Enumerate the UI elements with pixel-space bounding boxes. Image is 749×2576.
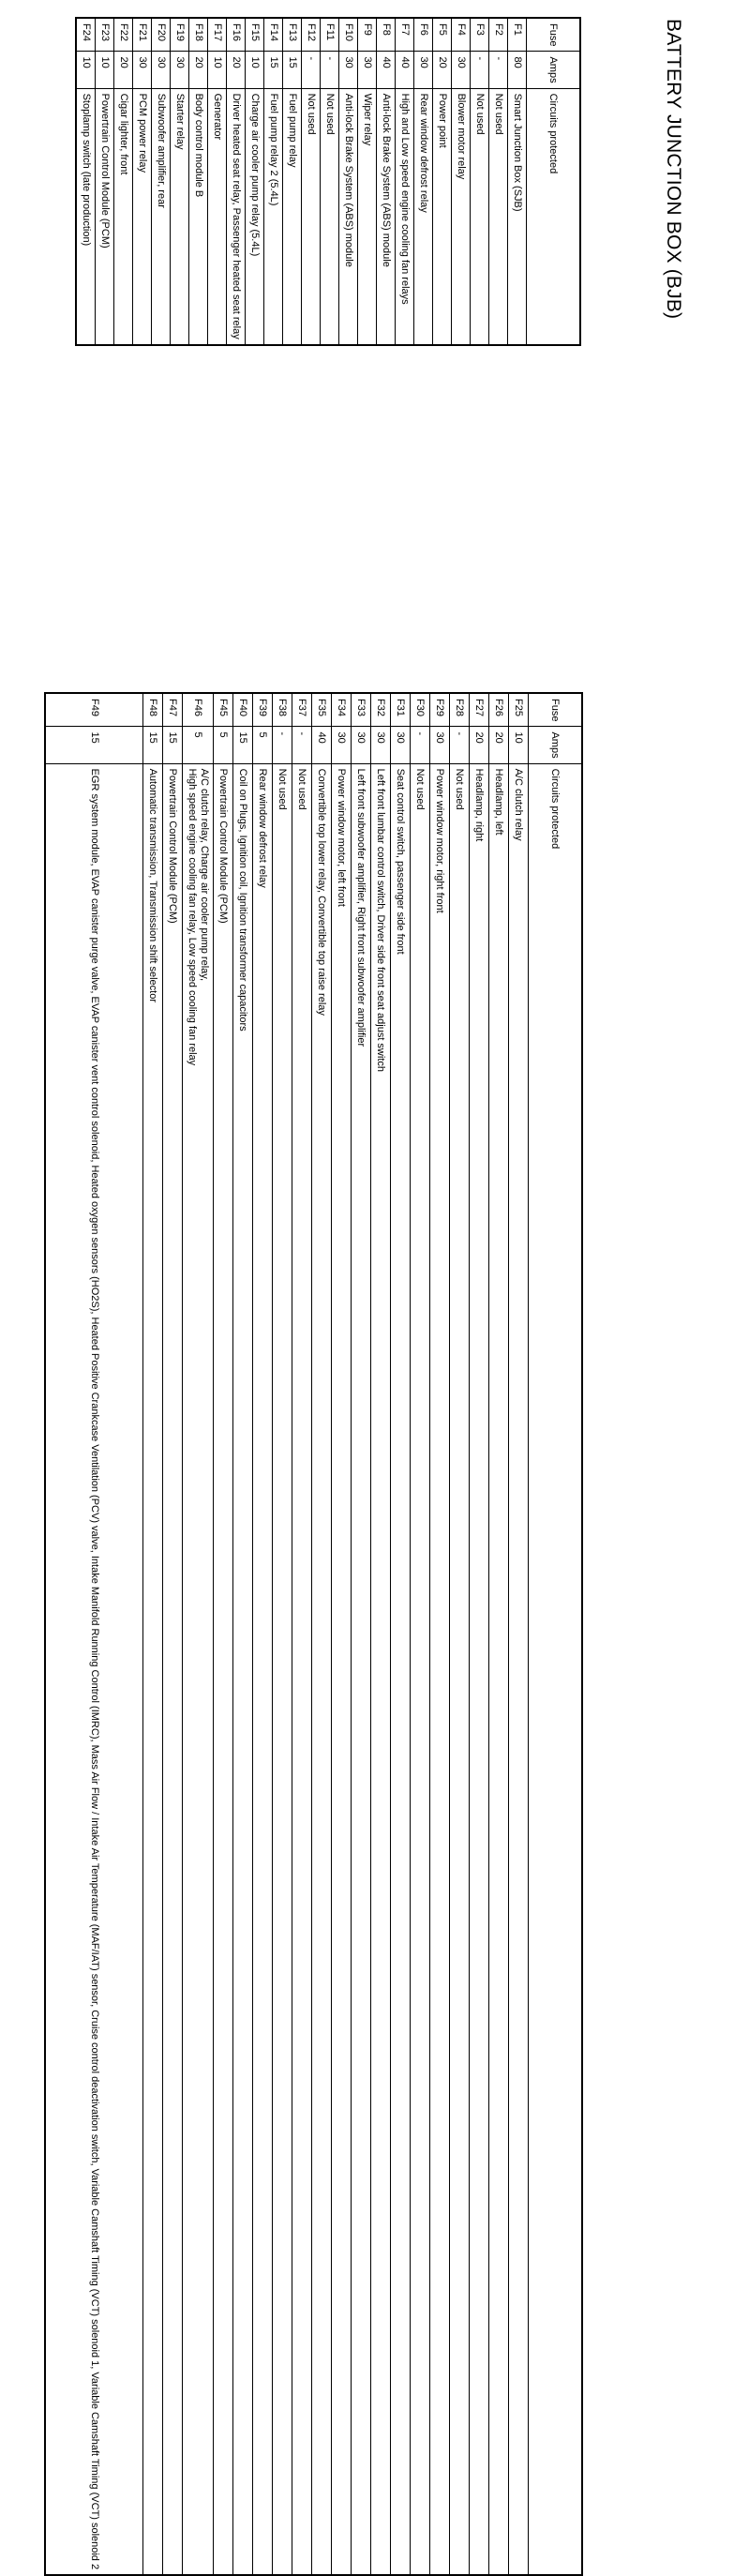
fuse-amps: 15 (233, 727, 253, 763)
fuse-circuits: PCM power relay (133, 88, 152, 345)
fuse-circuits: Powertrain Control Module (PCM) (214, 763, 233, 2575)
table-row (76, 18, 96, 345)
fuse-circuits: Wiper relay (358, 88, 377, 345)
fuse-amps: 20 (189, 52, 208, 88)
fuse-amps: 15 (143, 727, 163, 763)
fuse-circuits: Power window motor, left front (332, 763, 352, 2575)
fuse-circuits: Driver heated seat relay, Passenger heated seat relay (227, 88, 246, 345)
fuse-circuits: Not used (273, 763, 292, 2575)
fuse-amps: 20 (433, 52, 452, 88)
fuse-circuits: Starter relay (171, 88, 189, 345)
fuse-number: F37 (292, 693, 312, 727)
fuse-amps: 5 (183, 727, 214, 763)
fuse-amps: - (273, 727, 292, 763)
fuse-circuits: Not used (292, 763, 312, 2575)
fuse-number: F8 (377, 18, 396, 52)
fuse-amps: 30 (430, 727, 450, 763)
fuse-circuits (183, 763, 214, 2575)
fuse-amps: - (292, 727, 312, 763)
fuse-number: F24 (76, 18, 96, 52)
table-row (283, 18, 302, 345)
table-row (273, 693, 292, 2575)
table-row (433, 18, 452, 345)
fuse-number: F18 (189, 18, 208, 52)
fuse-amps: 20 (114, 52, 133, 88)
table-row (264, 18, 283, 345)
fuse-amps: - (471, 52, 489, 88)
fuse-circuits: Not used (450, 763, 470, 2575)
fuse-amps: 40 (312, 727, 332, 763)
fuse-amps: - (302, 52, 321, 88)
fuse-number: F48 (143, 693, 163, 727)
fuse-table-2 (44, 692, 583, 2576)
fuse-number: F27 (470, 693, 489, 727)
fuse-number: F47 (163, 693, 183, 727)
table-row (396, 18, 414, 345)
fuse-circuits: Anti-lock Brake System (ABS) module (377, 88, 396, 345)
fuse-number: F19 (171, 18, 189, 52)
fuse-amps: 30 (414, 52, 433, 88)
fuse-amps: 30 (339, 52, 358, 88)
circuits-line: High speed engine cooling fan relay, Low speed cooling fan relay (187, 768, 198, 1066)
table-row (321, 18, 339, 345)
fuse-circuits: Powertrain Control Module (PCM) (96, 88, 114, 345)
table-row (96, 18, 114, 345)
fuse-amps: 15 (283, 52, 302, 88)
fuse-circuits: Anti-lock Brake System (ABS) module (339, 88, 358, 345)
fuse-amps: - (489, 52, 508, 88)
fuse-amps: 15 (45, 727, 143, 763)
fuse-amps: 30 (452, 52, 471, 88)
table-row (45, 693, 143, 2575)
table-row (452, 18, 471, 345)
fuse-circuits: Headlamp, right (470, 763, 489, 2575)
table-row (114, 18, 133, 345)
circuits-line: A/C clutch relay, Charge air cooler pump relay, (199, 768, 210, 982)
fuse-amps: 20 (227, 52, 246, 88)
fuse-amps: 10 (76, 52, 96, 88)
header-fuse: Fuse (529, 693, 583, 727)
fuse-number: F12 (302, 18, 321, 52)
page-title: BATTERY JUNCTION BOX (BJB) (663, 19, 684, 320)
table-row (508, 18, 527, 345)
fuse-circuits: Coil on Plugs, Ignition coil, Ignition transformer capacitors (233, 763, 253, 2575)
table-row (233, 693, 253, 2575)
table-row (352, 693, 371, 2575)
fuse-amps: - (321, 52, 339, 88)
fuse-number: F34 (332, 693, 352, 727)
table-row (208, 18, 227, 345)
fuse-number: F5 (433, 18, 452, 52)
fuse-amps: 10 (246, 52, 264, 88)
fuse-table-2-container (44, 692, 583, 2576)
table-row (189, 18, 208, 345)
table-row (227, 18, 246, 345)
fuse-circuits: Not used (411, 763, 430, 2575)
fuse-circuits: Seat control switch, passenger side front (391, 763, 411, 2575)
fuse-number: F14 (264, 18, 283, 52)
header-amps: Amps (527, 52, 581, 88)
fuse-amps: 40 (396, 52, 414, 88)
table-row (414, 18, 433, 345)
fuse-number: F1 (508, 18, 527, 52)
fuse-circuits: Power point (433, 88, 452, 345)
table-row (302, 18, 321, 345)
fuse-amps: 20 (489, 727, 509, 763)
fuse-circuits: Fuel pump relay 2 (5.4L) (264, 88, 283, 345)
table-row (312, 693, 332, 2575)
fuse-number: F15 (246, 18, 264, 52)
fuse-circuits: Not used (302, 88, 321, 345)
fuse-number: F4 (452, 18, 471, 52)
fuse-number: F49 (45, 693, 143, 727)
table-row (133, 18, 152, 345)
fuse-number: F35 (312, 693, 332, 727)
fuse-amps: 10 (208, 52, 227, 88)
fuse-amps: 80 (508, 52, 527, 88)
fuse-number: F40 (233, 693, 253, 727)
fuse-number: F32 (371, 693, 391, 727)
table-row (358, 18, 377, 345)
fuse-amps: 30 (332, 727, 352, 763)
fuse-amps: 30 (358, 52, 377, 88)
fuse-circuits: Rear window defrost relay (253, 763, 273, 2575)
table-row (489, 18, 508, 345)
fuse-amps: 15 (163, 727, 183, 763)
fuse-amps: - (411, 727, 430, 763)
header-fuse: Fuse (527, 18, 581, 52)
fuse-amps: 5 (253, 727, 273, 763)
fuse-amps: 30 (352, 727, 371, 763)
fuse-circuits: Generator (208, 88, 227, 345)
table-row (171, 18, 189, 345)
table-row (411, 693, 430, 2575)
fuse-circuits: Cigar lighter, front (114, 88, 133, 345)
table-row (391, 693, 411, 2575)
fuse-amps: - (450, 727, 470, 763)
table-row (163, 693, 183, 2575)
fuse-circuits: Charge air cooler pump relay (5.4L) (246, 88, 264, 345)
fuse-circuits: Power window motor, right front (430, 763, 450, 2575)
fuse-number: F3 (471, 18, 489, 52)
fuse-circuits: Not used (321, 88, 339, 345)
table-row (253, 693, 273, 2575)
fuse-circuits: Not used (489, 88, 508, 345)
fuse-number: F13 (283, 18, 302, 52)
fuse-number: F10 (339, 18, 358, 52)
table-row (183, 693, 214, 2575)
fuse-number: F11 (321, 18, 339, 52)
table-header-row (529, 693, 583, 2575)
table-row (143, 693, 163, 2575)
fuse-circuits: Rear window defrost relay (414, 88, 433, 345)
fuse-circuits: Not used (471, 88, 489, 345)
fuse-circuits: Stoplamp switch (late production) (76, 88, 96, 345)
fuse-number: F20 (152, 18, 171, 52)
fuse-number: F30 (411, 693, 430, 727)
fuse-number: F29 (430, 693, 450, 727)
fuse-circuits: Fuel pump relay (283, 88, 302, 345)
table-row (509, 693, 529, 2575)
fuse-circuits: EGR system module, EVAP canister purge valve, EVAP canister vent control solenoid, Heated oxygen sensors (HO2S), Heated Positive Crankcase Ventilation (PCV) valve, Intake Manifold Running Control (IMRC), Mass Air Flow / Intake Air Temperature (MAF/IAT) sensor, Cruise control deactivation switch, Variable Camshaft Timing (VCT) solenoid 1, Variable Camshaft Timing (VCT) solenoid 2 (45, 763, 143, 2575)
fuse-amps: 10 (509, 727, 529, 763)
fuse-number: F45 (214, 693, 233, 727)
fuse-amps: 10 (96, 52, 114, 88)
fuse-circuits: Subwoofer amplifier, rear (152, 88, 171, 345)
fuse-number: F25 (509, 693, 529, 727)
fuse-circuits: Headlamp, left (489, 763, 509, 2575)
fuse-circuits: Automatic transmission, Transmission shift selector (143, 763, 163, 2575)
fuse-number: F26 (489, 693, 509, 727)
fuse-amps: 30 (171, 52, 189, 88)
fuse-number: F16 (227, 18, 246, 52)
table-row (430, 693, 450, 2575)
fuse-number: F38 (273, 693, 292, 727)
fuse-table-1-container (75, 17, 581, 346)
header-amps: Amps (529, 727, 583, 763)
table-row (332, 693, 352, 2575)
fuse-amps: 20 (470, 727, 489, 763)
fuse-circuits: Powertrain Control Module (PCM) (163, 763, 183, 2575)
fuse-amps: 15 (264, 52, 283, 88)
fuse-number: F7 (396, 18, 414, 52)
table-row (292, 693, 312, 2575)
table-row (470, 693, 489, 2575)
fuse-number: F46 (183, 693, 214, 727)
fuse-circuits: Left front lumbar control switch, Driver side front seat adjust switch (371, 763, 391, 2575)
fuse-amps: 40 (377, 52, 396, 88)
fuse-number: F6 (414, 18, 433, 52)
fuse-circuits: Convertible top lower relay, Convertible top raise relay (312, 763, 332, 2575)
fuse-circuits: Smart Junction Box (SJB) (508, 88, 527, 345)
table-row (471, 18, 489, 345)
table-row (489, 693, 509, 2575)
fuse-number: F28 (450, 693, 470, 727)
fuse-number: F23 (96, 18, 114, 52)
fuse-circuits: Left front subwoofer amplifier, Right front subwoofer amplifier (352, 763, 371, 2575)
fuse-circuits: High and Low speed engine cooling fan relays (396, 88, 414, 345)
fuse-number: F9 (358, 18, 377, 52)
fuse-circuits: Body control module B (189, 88, 208, 345)
table-row (371, 693, 391, 2575)
table-row (214, 693, 233, 2575)
fuse-number: F2 (489, 18, 508, 52)
fuse-circuits: A/C clutch relay (509, 763, 529, 2575)
table-row (152, 18, 171, 345)
header-circuits: Circuits protected (527, 88, 581, 345)
header-circuits: Circuits protected (529, 763, 583, 2575)
table-header-row (527, 18, 581, 345)
table-row (339, 18, 358, 345)
fuse-amps: 30 (391, 727, 411, 763)
fuse-number: F39 (253, 693, 273, 727)
table-row (246, 18, 264, 345)
fuse-table-1 (75, 17, 581, 346)
fuse-number: F31 (391, 693, 411, 727)
table-row (377, 18, 396, 345)
fuse-circuits: Blower motor relay (452, 88, 471, 345)
fuse-number: F21 (133, 18, 152, 52)
fuse-number: F22 (114, 18, 133, 52)
fuse-amps: 30 (371, 727, 391, 763)
fuse-number: F33 (352, 693, 371, 727)
fuse-amps: 30 (152, 52, 171, 88)
table-row (450, 693, 470, 2575)
fuse-amps: 5 (214, 727, 233, 763)
fuse-number: F17 (208, 18, 227, 52)
fuse-amps: 30 (133, 52, 152, 88)
